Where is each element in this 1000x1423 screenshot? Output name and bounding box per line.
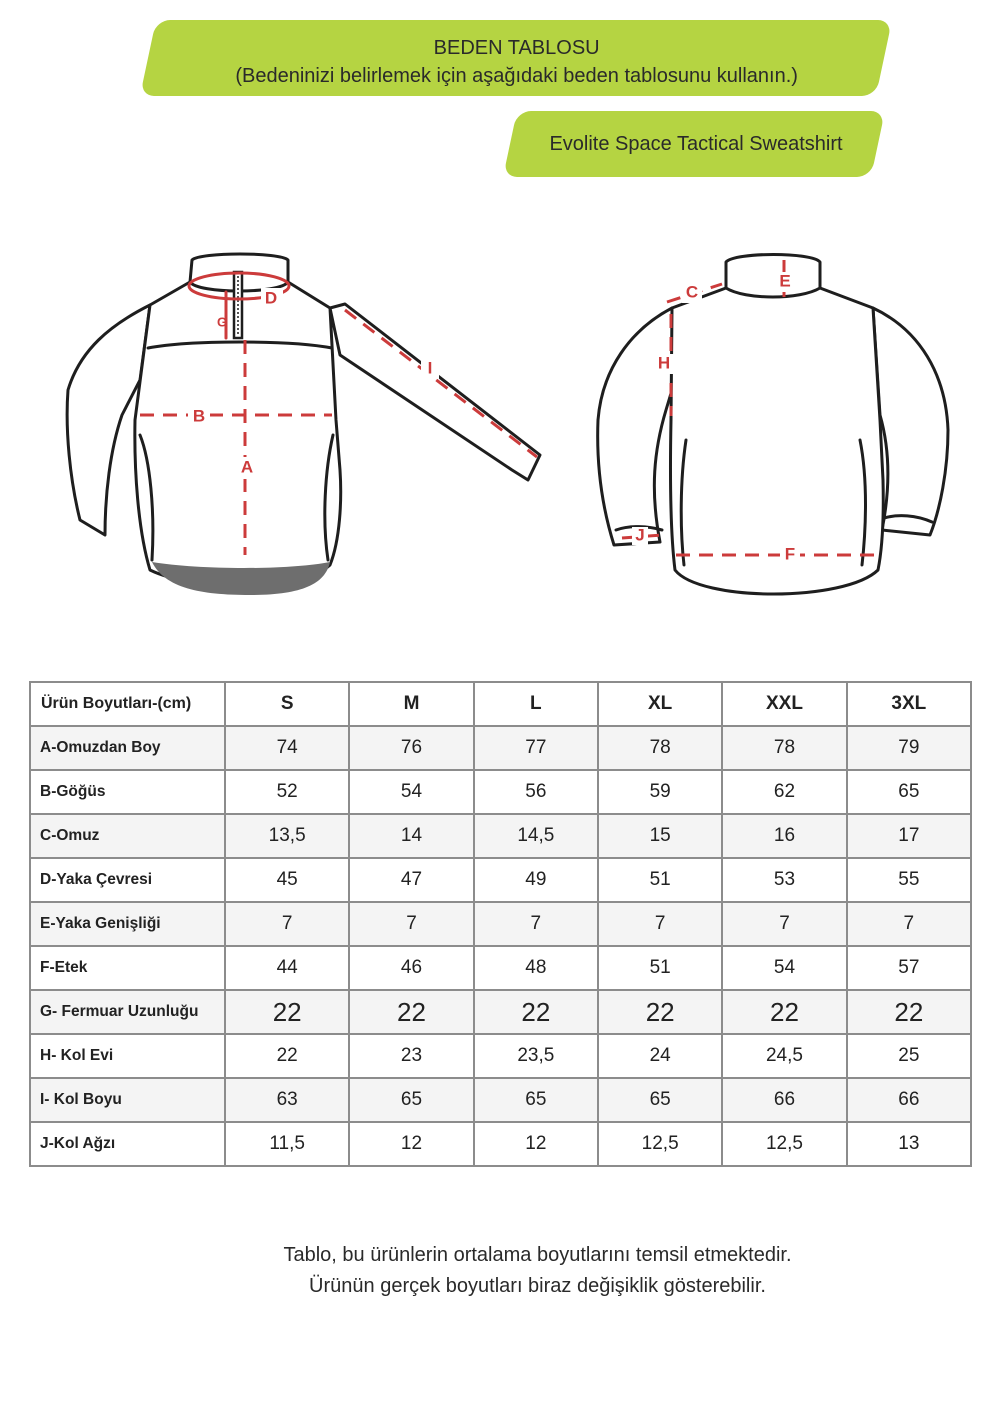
table-cell: 54 [349, 770, 473, 814]
table-cell: 7 [474, 902, 598, 946]
table-cell: 11,5 [225, 1122, 349, 1166]
size-table [29, 681, 972, 1167]
footnote [0, 1240, 1000, 1302]
table-cell: 14 [349, 814, 473, 858]
table-cell: 22 [474, 990, 598, 1034]
row-label: D-Yaka Çevresi [30, 858, 225, 902]
back-body [670, 288, 883, 594]
back-view [598, 255, 948, 595]
letter-b: B [192, 406, 206, 426]
table-cell: 62 [722, 770, 846, 814]
letter-e: E [779, 271, 791, 291]
table-cell: 63 [225, 1078, 349, 1122]
garment-diagram [0, 230, 1000, 630]
front-right-sleeve [330, 304, 540, 480]
table-cell: 7 [847, 902, 971, 946]
table-cell: 46 [349, 946, 473, 990]
product-banner [503, 111, 885, 177]
footnote-line: Tablo, bu ürünlerin ortalama boyutlarını temsil etmektedir. [283, 1244, 792, 1266]
table-cell: 12,5 [722, 1122, 846, 1166]
page-subtitle: (Bedeninizi belirlemek için aşağıdaki beden tablosunu kullanın.) [235, 65, 798, 87]
row-label: A-Omuzdan Boy [30, 726, 225, 770]
table-cell: 23 [349, 1034, 473, 1078]
table-row [30, 1122, 971, 1166]
table-cell: 7 [349, 902, 473, 946]
table-cell: 77 [474, 726, 598, 770]
table-row [30, 1078, 971, 1122]
table-cell: 7 [722, 902, 846, 946]
table-cell: 22 [722, 990, 846, 1034]
table-cell: 12 [474, 1122, 598, 1166]
title-banner [140, 20, 892, 96]
table-cell: 12 [349, 1122, 473, 1166]
letter-h: H [657, 353, 671, 373]
table-cell: 23,5 [474, 1034, 598, 1078]
table-cell: 45 [225, 858, 349, 902]
letter-j: J [635, 525, 645, 545]
letter-g: G [216, 314, 228, 330]
table-row [30, 858, 971, 902]
table-cell: 7 [225, 902, 349, 946]
table-cell: 59 [598, 770, 722, 814]
size-header: 3XL [847, 682, 971, 726]
table-cell: 22 [598, 990, 722, 1034]
table-cell: 74 [225, 726, 349, 770]
table-corner-label: Ürün Boyutları-(cm) [30, 682, 225, 726]
table-cell: 57 [847, 946, 971, 990]
table-cell: 52 [225, 770, 349, 814]
row-label: E-Yaka Genişliği [30, 902, 225, 946]
back-left-sleeve [598, 308, 675, 545]
row-label: G- Fermuar Uzunluğu [30, 990, 225, 1034]
footnote-line: Ürünün gerçek boyutları biraz değişiklik gösterebilir. [309, 1275, 766, 1297]
letter-i: I [427, 358, 433, 378]
table-cell: 56 [474, 770, 598, 814]
letter-d: D [264, 288, 278, 308]
table-cell: 22 [225, 990, 349, 1034]
table-cell: 7 [598, 902, 722, 946]
table-cell: 79 [847, 726, 971, 770]
table-row [30, 946, 971, 990]
table-row [30, 726, 971, 770]
row-label: J-Kol Ağzı [30, 1122, 225, 1166]
table-cell: 66 [722, 1078, 846, 1122]
table-cell: 65 [474, 1078, 598, 1122]
table-cell: 65 [598, 1078, 722, 1122]
table-header-row [30, 682, 971, 726]
row-label: F-Etek [30, 946, 225, 990]
table-cell: 25 [847, 1034, 971, 1078]
table-cell: 48 [474, 946, 598, 990]
table-cell: 17 [847, 814, 971, 858]
size-header: XXL [722, 682, 846, 726]
table-cell: 51 [598, 858, 722, 902]
page-title: BEDEN TABLOSU [433, 37, 600, 59]
table-cell: 65 [349, 1078, 473, 1122]
table-cell: 78 [598, 726, 722, 770]
table-cell: 16 [722, 814, 846, 858]
table-cell: 53 [722, 858, 846, 902]
table-cell: 24 [598, 1034, 722, 1078]
table-cell: 14,5 [474, 814, 598, 858]
table-cell: 13 [847, 1122, 971, 1166]
front-view [67, 254, 540, 595]
letter-f: F [784, 544, 796, 564]
size-header: M [349, 682, 473, 726]
size-header: L [474, 682, 598, 726]
table-cell: 76 [349, 726, 473, 770]
table-cell: 78 [722, 726, 846, 770]
row-label: H- Kol Evi [30, 1034, 225, 1078]
row-label: I- Kol Boyu [30, 1078, 225, 1122]
table-cell: 22 [847, 990, 971, 1034]
table-cell: 22 [225, 1034, 349, 1078]
table-cell: 15 [598, 814, 722, 858]
size-header: S [225, 682, 349, 726]
product-name: Evolite Space Tactical Sweatshirt [549, 133, 843, 155]
table-cell: 13,5 [225, 814, 349, 858]
table-row [30, 814, 971, 858]
table-row [30, 1034, 971, 1078]
row-label: C-Omuz [30, 814, 225, 858]
table-row [30, 990, 971, 1034]
table-cell: 66 [847, 1078, 971, 1122]
letter-c: C [685, 282, 699, 302]
table-row [30, 902, 971, 946]
table-row [30, 770, 971, 814]
table-cell: 22 [349, 990, 473, 1034]
table-cell: 12,5 [598, 1122, 722, 1166]
table-cell: 65 [847, 770, 971, 814]
size-header: XL [598, 682, 722, 726]
table-cell: 55 [847, 858, 971, 902]
table-cell: 24,5 [722, 1034, 846, 1078]
row-label: B-Göğüs [30, 770, 225, 814]
table-cell: 49 [474, 858, 598, 902]
table-cell: 47 [349, 858, 473, 902]
table-cell: 51 [598, 946, 722, 990]
back-collar [726, 255, 820, 298]
table-cell: 54 [722, 946, 846, 990]
table-cell: 44 [225, 946, 349, 990]
letter-a: A [240, 457, 254, 477]
